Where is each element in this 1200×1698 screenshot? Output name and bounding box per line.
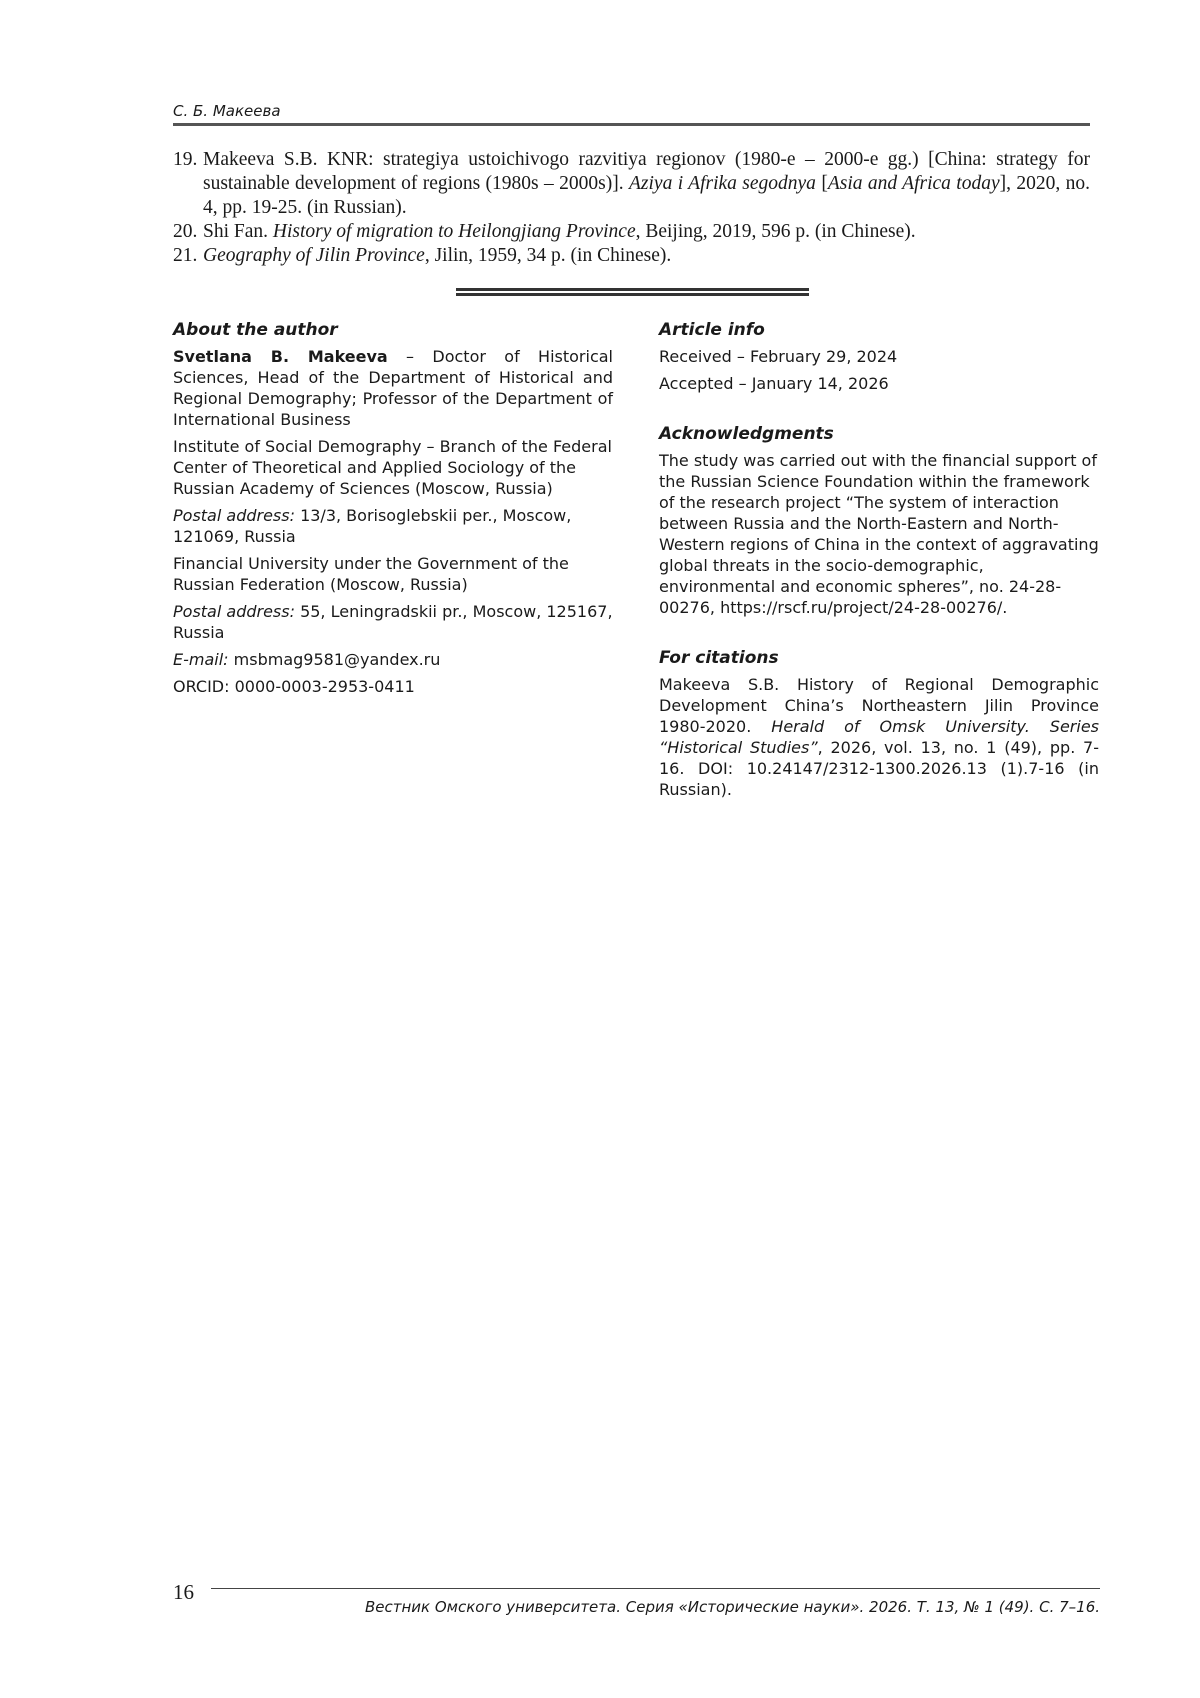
reference-item [173,220,1090,244]
reference-item [173,148,1090,220]
journal-footer: Вестник Омского университета. Серия «Исторические науки». 2026. Т. 13, № 1 (49). С. 7–16. [364,1598,1100,1616]
reference-text: Shi Fan. History of migration to Heilongjiang Province, Beijing, 2019, 596 p. (in Chinese). [203,221,916,242]
accepted-date: Accepted – January 14, 2026 [659,374,889,393]
section-separator [456,288,809,296]
citation-text: Makeeva S.B. History of Regional Demographic Development China’s Northeastern Jilin Province 1980-2020. Herald of Omsk University. Series “Historical Studies”, 2026, vol. 13, no. 1 (49), pp. 7-16. DOI: 10.24147/2312-1300.2026.13 (1).7-16 (in Russian). [659,675,1099,799]
author-university: Financial University under the Government of the Russian Federation (Moscow, Russia) [173,554,569,594]
reference-text: Makeeva S.B. KNR: strategiya ustoichivogo razvitiya regionov (1980-e – 2000-e gg.) [China: strategy for sustainable development of regions (1980s – 2000s)]. Aziya i Afrika segodnya [Asia and Africa today], 2020, no. 4, pp. 19-25. (in Russian). [203,149,1091,218]
reference-list [173,148,1090,268]
author-orcid: ORCID: 0000-0003-2953-0411 [173,677,415,696]
email-link[interactable]: msbmag9581@yandex.ru [228,650,441,669]
footer-rule [211,1588,1100,1589]
acknowledgments-title: Acknowledgments [659,424,834,444]
author-postal-address-1: Postal address: 13/3, Borisoglebskii per., Moscow, 121069, Russia [173,506,572,546]
acknowledgments-text: The study was carried out with the financial support of the Russian Science Foundation within the framework of the research project “The system of interaction between Russia and the North-Eastern and North-Western regions of China in the context of aggravating global threats in the socio-demographic, environmental and economic spheres”, no. 24-28-00276, https://rscf.ru/project/24-28-00276/. [659,451,1099,617]
author-bio: Svetlana B. Makeeva – Doctor of Historical Sciences, Head of the Department of Historical and Regional Demography; Professor of the Department of International Business [173,347,613,429]
author-institute: Institute of Social Demography – Branch of the Federal Center of Theoretical and Applied Sociology of the Russian Academy of Sciences (Moscow, Russia) [173,437,612,498]
reference-text: Geography of Jilin Province, Jilin, 1959, 34 p. (in Chinese). [203,245,672,266]
reference-item [173,244,1090,268]
author-email: E-mail: msbmag9581@yandex.ru [173,650,441,669]
running-head: С. Б. Макеева [173,102,1090,126]
reference-number: 19. [173,149,198,170]
article-info-column [659,320,1099,806]
article-info-title: Article info [659,320,765,340]
page-number: 16 [173,1580,194,1604]
citations-title: For citations [659,648,779,668]
reference-number: 20. [173,221,198,242]
author-postal-address-2: Postal address: 55, Leningradskii pr., Moscow, 125167, Russia [173,602,613,642]
author-name: Svetlana B. Makeeva [173,347,388,366]
reference-number: 21. [173,245,198,266]
about-author-title: About the author [173,320,338,340]
about-author-column [173,320,613,703]
received-date: Received – February 29, 2024 [659,347,898,366]
